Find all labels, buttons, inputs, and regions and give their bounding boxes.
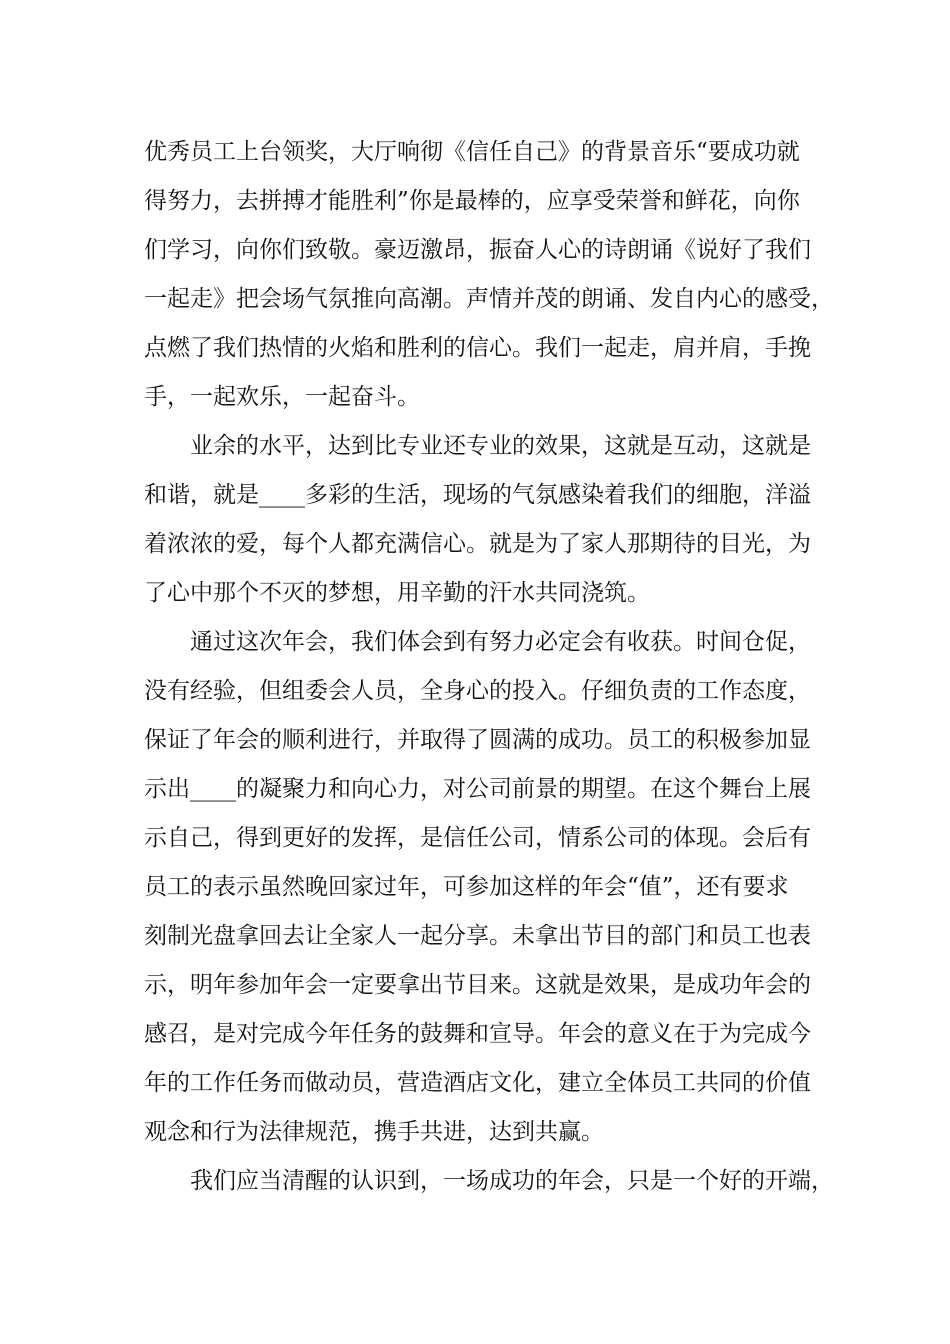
paragraph-3-line-7: 刻制光盘拿回去让全家人一起分享。未拿出节目的部门和员工也表 [144,923,811,949]
paragraph-2-line-1: 业余的水平，达到比专业还专业的效果，这就是互动，这就是 [190,433,811,459]
paragraph-2-line-2: 和谐，就是____多彩的生活，现场的气氛感染着我们的细胞，洋溢 [144,482,811,508]
paragraph-3-line-10: 年的工作任务而做动员，营造酒店文化，建立全体员工共同的价值 [144,1070,811,1096]
paragraph-3-line-4: 示出____的凝聚力和向心力，对公司前景的期望。在这个舞台上展 [144,776,811,802]
paragraph-1-line-1: 优秀员工上台领奖，大厅响彻《信任自己》的背景音乐“要成功就 [144,139,800,165]
paragraph-1-line-5: 点燃了我们热情的火焰和胜利的信心。我们一起走，肩并肩，手挽 [144,335,811,361]
paragraph-3-line-11: 观念和行为法律规范，携手共进，达到共赢。 [144,1119,604,1145]
paragraph-3-line-9: 感召，是对完成今年任务的鼓舞和宣导。年会的意义在于为完成今 [144,1021,811,1047]
paragraph-3-line-6: 员工的表示虽然晚回家过年，可参加这样的年会“值”，还有要求 [144,874,789,900]
paragraph-1-line-6: 手，一起欢乐，一起奋斗。 [144,384,420,410]
paragraph-1-line-4: 一起走》把会场气氛推向高潮。声情并茂的朗诵、发自内心的感受， [144,286,834,312]
paragraph-4-line-1: 我们应当清醒的认识到，一场成功的年会，只是一个好的开端， [190,1168,834,1194]
paragraph-2-line-4: 了心中那个不灭的梦想，用辛勤的汗水共同浇筑。 [144,580,650,606]
paragraph-3-line-1: 通过这次年会，我们体会到有努力必定会有收获。时间仓促， [190,629,811,655]
paragraph-3-line-2: 没有经验，但组委会人员，全身心的投入。仔细负责的工作态度， [144,678,811,704]
paragraph-1-line-3: 们学习，向你们致敬。豪迈激昂，振奋人心的诗朗诵《说好了我们 [144,237,811,263]
paragraph-1-line-2: 得努力，去拼搏才能胜利”你是最棒的，应享受荣誉和鲜花，向你 [144,188,800,214]
paragraph-3-line-5: 示自己，得到更好的发挥，是信任公司，情系公司的体现。会后有 [144,825,811,851]
paragraph-3-line-3: 保证了年会的顺利进行，并取得了圆满的成功。员工的积极参加显 [144,727,811,753]
paragraph-2-line-3: 着浓浓的爱，每个人都充满信心。就是为了家人那期待的目光，为 [144,531,811,557]
document-body [144,128,834,1206]
paragraph-3-line-8: 示，明年参加年会一定要拿出节目来。这就是效果，是成功年会的 [144,972,811,998]
